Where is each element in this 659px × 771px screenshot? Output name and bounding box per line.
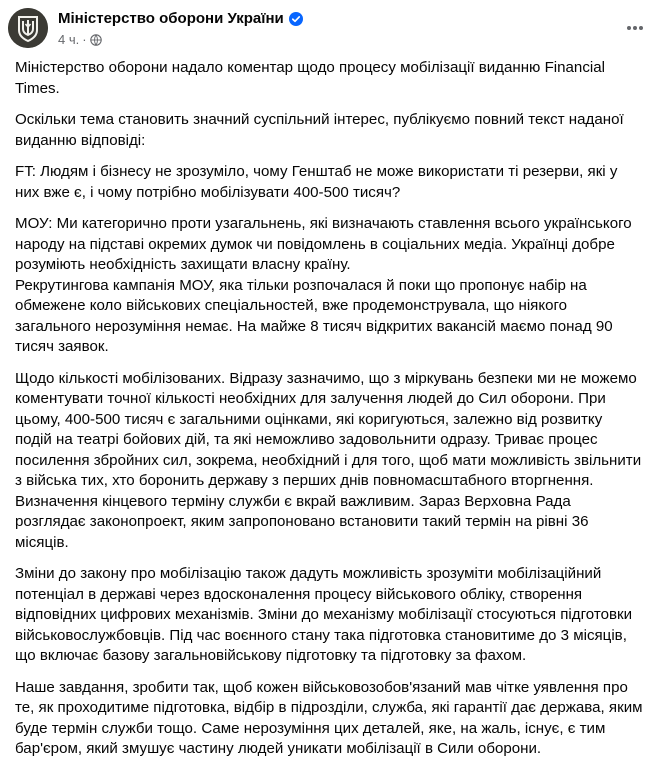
post-meta [58,32,102,47]
meta-separator: · [82,32,87,47]
verified-badge-icon [289,12,303,26]
post-paragraph: FT: Людям і бізнесу не зрозуміло, чому Генштаб не може використати ті резерви, які у них вже є, і чому потрібно мобілізувати 400-500 тисяч? [15,163,618,201]
post-timestamp[interactable]: 4 ч. [58,32,80,47]
post-header [8,8,651,56]
page-name-row [58,10,303,27]
globe-icon[interactable] [90,34,102,46]
post-paragraph: Оскільки тема становить значний суспільний інтерес, публікуємо повний текст наданої виданню відповіді: [15,111,624,149]
post-body [15,58,643,771]
page-name-link[interactable]: Міністерство оборони України [58,10,284,27]
ministry-emblem-icon [8,8,48,48]
post-paragraph: Зміни до закону про мобілізацію також дадуть можливість зрозуміти мобілізаційний потенціал в державі через вдосконалення процесу військового обліку, створення відповідних цифрових механізмів. Зміни до механізму мобілізації стосуються підготовки військовослужбовців. Під час воєнного стану така підготовка становитиме до 3 місяців, що включає базову загальновійськову підготовку та підготовку за фахом. [15,565,633,664]
post-paragraph: Наше завдання, зробити так, щоб кожен військовозобов'язаний мав чітке уявлення про те, як проходитиме підготовка, відбір в підрозділи, служба, які гарантії дає держава, яким буде термін служби тощо. Саме нерозуміння цих деталей, яке, на жаль, існує, є тим бар'єром, який змушує частину людей уникати мобілізації в Сили оборони. [15,678,643,757]
post-paragraph: Щодо кількості мобілізованих. Відразу зазначимо, що з міркувань безпеки ми не можемо коментувати точної кількості необхідних для залучення людей до Сил оборони. При цьому, 400-500 тисяч є загальними оцінками, які коригуються, залежно від розвитку подій на театрі бойових дій, та які неможливо задовольнити одразу. Триває процес посилення збройних сил, зокрема, необхідний і для того, щоб мати можливість звільнити з війська тих, хто боронить державу з перших днів повномасштабного вторгнення. Визначення кінцевого терміну служби є вкрай важливим. Зараз Верховна Рада розглядає законопроект, яким запропоновано встановити такий термін на рівні 36 місяців. [15,369,642,551]
more-options-button[interactable] [621,14,649,42]
more-options-icon [626,25,644,31]
post-paragraph: Міністерство оборони надало коментар щодо процесу мобілізації виданню Financial Times. [15,59,605,97]
avatar[interactable] [8,8,48,48]
post-paragraph: МОУ: Ми категорично проти узагальнень, які визначають ставлення всього українського народу на підставі окремих думок чи повідомлень в соціальних медіа. Українці добре розуміють необхідність захищати власну країну. Рекрутингова кампанія МОУ, яка тільки розпочалася й поки що пропонує набір на обмежене коло військових спеціальностей, вже продемонструвала, що ніякого загального нерозуміння немає. На майже 8 тисяч відкритих вакансій маємо понад 90 тисяч заявок. [15,215,632,355]
